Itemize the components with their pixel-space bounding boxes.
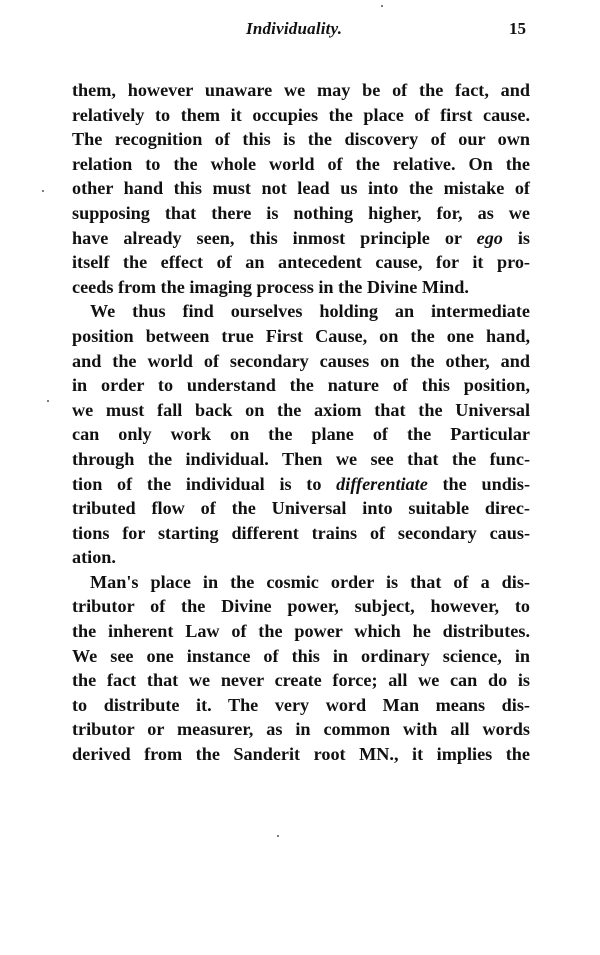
italic-term-ego: ego [476,227,503,248]
text-line: position between true First Cause, on the one hand, [72,325,530,346]
text-line: to distribute it. The very word Man means dis- [72,694,530,715]
text-line: through the individual. Then we see that the func- [72,448,530,469]
text-line: other hand this must not lead us into the mistake of [72,178,530,199]
paragraph [72,78,530,299]
text-line: ceeds from the imaging process in the Divine Mind. [72,276,469,297]
italic-term-differentiate: differentiate [336,473,428,494]
text-line: derived from the Sanderit root MN., it implies the [72,744,530,765]
paragraph [72,570,530,767]
text-run: is [502,227,530,248]
text-line: relatively to them it occupies the place of first cause. [72,104,530,125]
text-line: relation to the whole world of the relative. On the [72,153,530,174]
scan-speck [381,5,383,7]
text-line: the inherent Law of the power which he distributes. [72,621,530,642]
text-line: and the world of secondary causes on the other, and [72,350,530,371]
text-line [72,472,530,497]
text-line: tributed flow of the Universal into suitable direc- [72,498,530,519]
text-run: tion of the individual is to [72,473,337,494]
text-line: We thus find ourselves holding an intermediate [90,301,530,322]
paragraph [72,299,530,570]
text-line: them, however unaware we may be of the fact, and [72,80,530,100]
page-number: 15 [509,19,526,38]
text-line: in order to understand the nature of this position, [72,375,530,396]
text-line: tributor of the Divine power, subject, however, to [72,596,530,617]
text-line: We see one instance of this in ordinary science, in [72,645,530,666]
text-line: we must fall back on the axiom that the Universal [72,399,530,420]
text-run: have already seen, this inmost principle or [72,227,477,248]
text-line: supposing that there is nothing higher, for, as we [72,202,530,223]
text-line [72,226,530,251]
text-line: The recognition of this is the discovery of our own [72,129,530,150]
text-run: the undis- [427,473,530,494]
text-line: the fact that we never create force; all we can do is [72,670,530,691]
chapter-title: Individuality. [246,19,343,38]
text-line: Man's place in the cosmic order is that of a dis- [90,571,530,592]
text-line: tions for starting different trains of secondary caus- [72,522,530,543]
body-text [72,78,530,767]
text-line: tributor or measurer, as in common with all words [72,719,530,740]
scan-speck [47,400,49,402]
scan-speck [277,835,279,837]
scan-speck [42,190,44,192]
running-head [0,19,600,43]
text-line: itself the effect of an antecedent cause, for it pro- [72,252,530,273]
text-line: ation. [72,547,116,568]
text-line: can only work on the plane of the Particular [72,424,530,445]
